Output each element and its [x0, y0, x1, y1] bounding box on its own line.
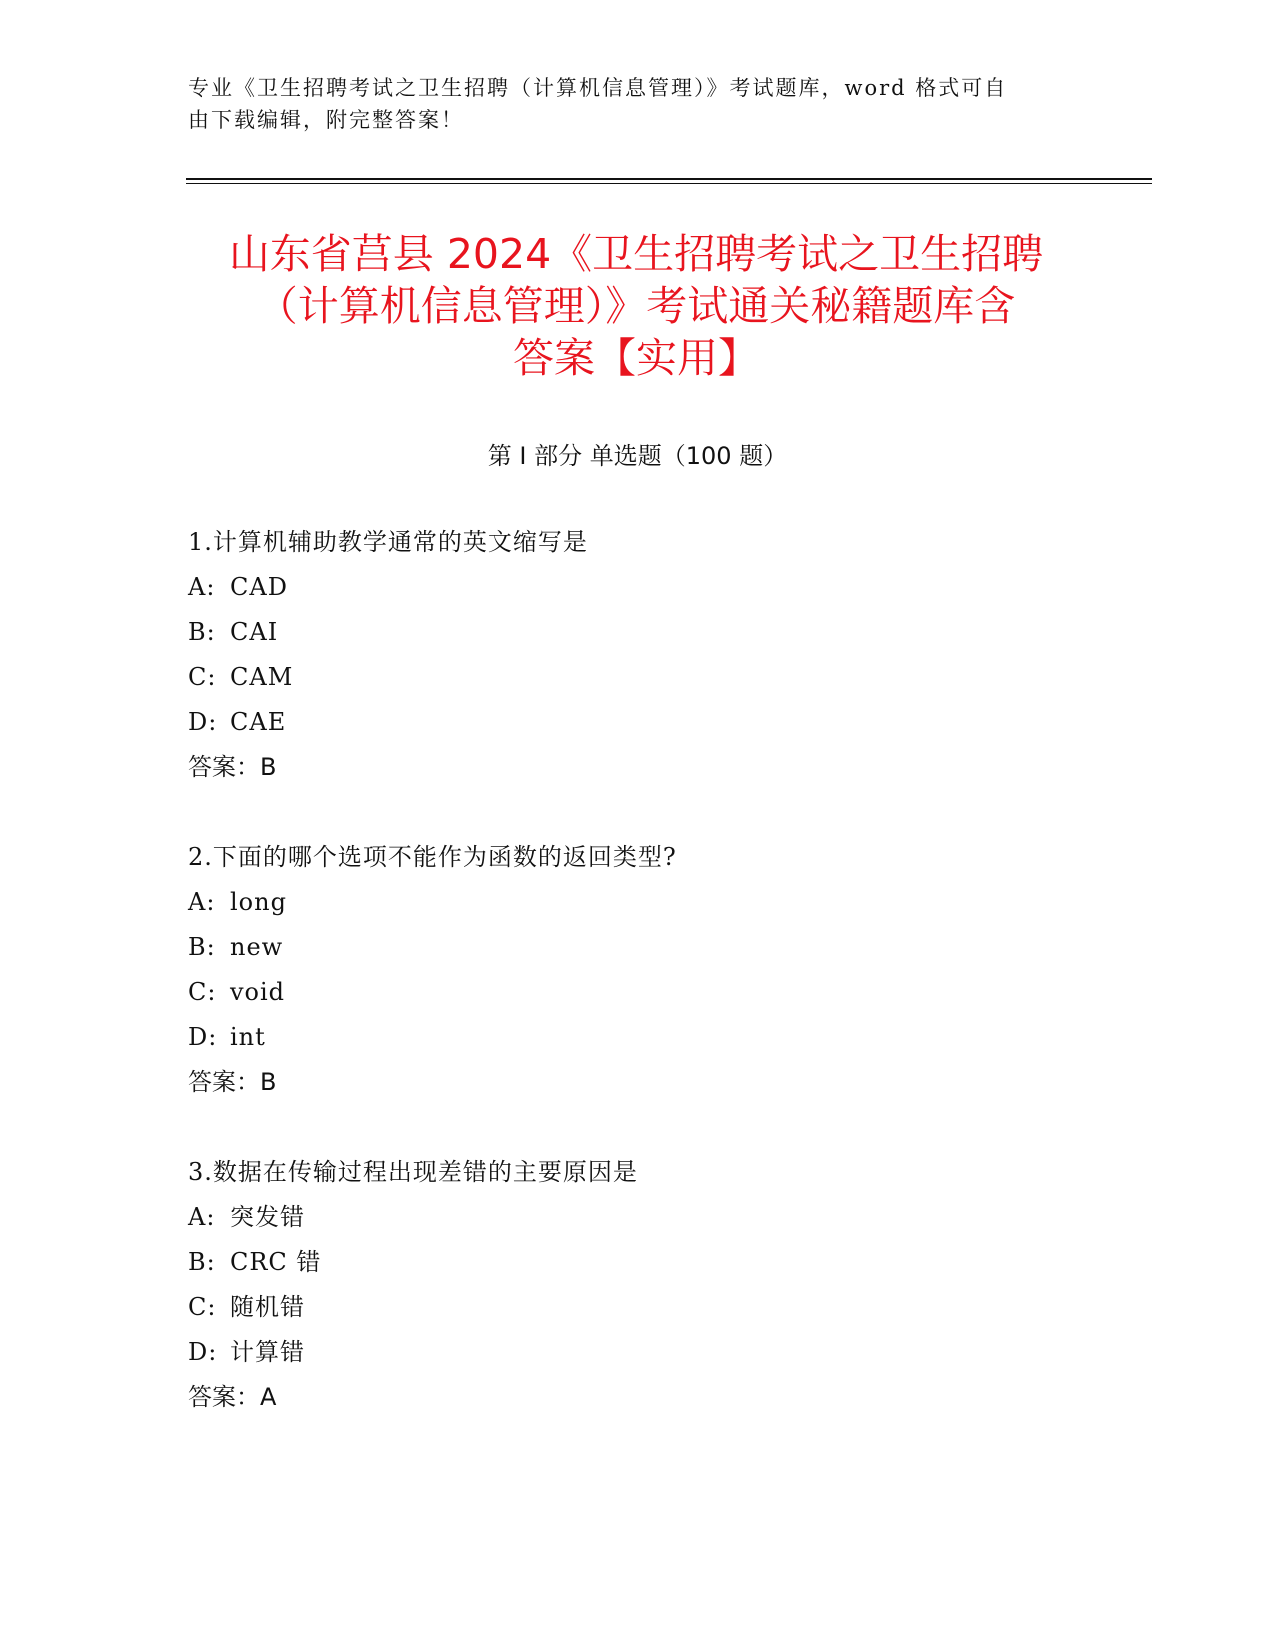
option-c [188, 1285, 1088, 1330]
question-stem: 1.计算机辅助教学通常的英文缩写是 [188, 528, 588, 556]
option-key: A: [188, 888, 216, 916]
intro-text [188, 72, 1088, 136]
option-b [188, 610, 1088, 655]
option-key: B: [188, 933, 216, 961]
option-d [188, 700, 1088, 745]
option-text: long [230, 888, 287, 916]
header-rule-thick [186, 178, 1152, 180]
option-text: CRC 错 [230, 1248, 322, 1276]
option-key: D: [188, 708, 218, 736]
option-key: A: [188, 1203, 216, 1231]
question-1 [188, 520, 1088, 790]
title-line-2: （计算机信息管理）》考试通关秘籍题库含 [256, 282, 1016, 330]
header-rule-thin [186, 183, 1152, 184]
question-3 [188, 1150, 1088, 1420]
option-b [188, 1240, 1088, 1285]
intro-line-2: 由下载编辑，附完整答案！ [188, 108, 464, 132]
answer-line: 答案：B [188, 753, 277, 781]
option-text: 计算错 [230, 1338, 305, 1366]
option-c [188, 970, 1088, 1015]
title-line-3: 答案【实用】 [513, 334, 759, 382]
option-key: A: [188, 573, 216, 601]
option-b [188, 925, 1088, 970]
option-key: B: [188, 618, 216, 646]
option-key: C: [188, 1293, 217, 1321]
option-key: B: [188, 1248, 216, 1276]
option-a [188, 565, 1088, 610]
option-a [188, 880, 1088, 925]
option-text: new [230, 933, 284, 961]
option-text: CAM [230, 663, 294, 691]
option-text: CAE [230, 708, 287, 736]
option-key: D: [188, 1023, 218, 1051]
title-line-1: 山东省莒县 2024《卫生招聘考试之卫生招聘 [228, 230, 1044, 278]
option-key: C: [188, 663, 217, 691]
question-stem: 3.数据在传输过程出现差错的主要原因是 [188, 1158, 638, 1186]
option-text: 突发错 [230, 1203, 305, 1231]
option-text: void [230, 978, 286, 1006]
answer-line: 答案：A [188, 1383, 277, 1411]
section-heading: 第 I 部分 单选题（100 题） [487, 442, 788, 470]
answer-line: 答案：B [188, 1068, 277, 1096]
option-key: C: [188, 978, 217, 1006]
option-text: 随机错 [230, 1293, 305, 1321]
option-text: int [230, 1023, 266, 1051]
option-d [188, 1015, 1088, 1060]
option-key: D: [188, 1338, 218, 1366]
option-text: CAI [230, 618, 279, 646]
intro-line-1: 专业《卫生招聘考试之卫生招聘（计算机信息管理）》考试题库，word 格式可自 [188, 76, 1008, 100]
option-c [188, 655, 1088, 700]
option-text: CAD [230, 573, 288, 601]
option-a [188, 1195, 1088, 1240]
question-2 [188, 835, 1088, 1105]
question-stem: 2.下面的哪个选项不能作为函数的返回类型? [188, 843, 677, 871]
document-title [186, 228, 1086, 384]
option-d [188, 1330, 1088, 1375]
